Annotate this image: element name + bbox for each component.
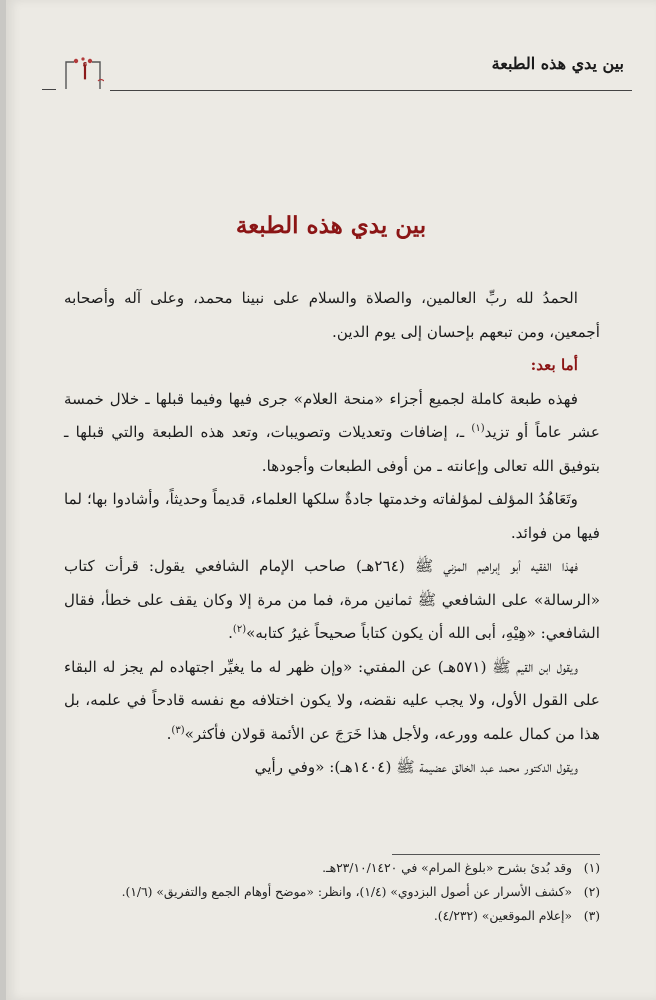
footnote-number: (٢)	[583, 885, 600, 899]
paragraph-text: .	[228, 624, 233, 642]
lead-in-text: أما بعد:	[530, 356, 578, 374]
footnote-ref[interactable]: (١)	[471, 422, 485, 434]
paragraph: الحمدُ لله ربِّ العالمين، والصلاة والسلام على نبينا محمد، وعلى آله وأصحابه أجمعين، ومن تبعهم بإحسان إلى يوم الدين.	[64, 289, 600, 341]
footnote	[56, 856, 600, 880]
running-title: بين يدي هذه الطبعة	[491, 54, 624, 73]
footnote-text: «كشف الأسرار عن أصول البزدوي» (١/٤)، وانظر: «موضح أوهام الجمع والتفريق» (١/٦).	[121, 885, 572, 899]
footnotes	[56, 856, 600, 928]
paragraph-text: ويقول ابن القيم ﷺ (٥٧١هـ) عن المفتي: «وإن ظهر له ما يغيِّر اجتهاده لم يجز له البقاء على القول الأول، ولا يجب عليه نقضه، ولا يكون اختلافه مع نفسه قادحاً في علمه، بل هذا من كمال علمه وورعه، ولأجل هذا خَرَجَ عن الأئمة قولان فأكثر»	[64, 657, 600, 743]
page-number: أ	[82, 64, 88, 84]
paragraph	[64, 550, 600, 651]
paragraph-text: فهذا الفقيه أبو إبراهيم المزني ﷺ (٢٦٤هـ) صاحب الإمام الشافعي يقول: قرأت كتاب «الرسالة» على الشافعي ﷺ ثمانين مرة، فما من مرة إلا وكان يقف على خطأ، فقال الشافعي: «هِيْهِ، أبى الله أن يكون كتاباً صحيحاً غيرُ كتابه»	[64, 557, 600, 642]
paragraph-text: ـ، إضافات وتعديلات وتصويبات، وتعد هذه الطبعة والتي قبلها ـ بتوفيق الله تعالى وإعانته ـ من أوفى الطبعات وأجودها.	[64, 423, 600, 475]
footnote-rule	[392, 854, 600, 855]
footnote-text: وقد بُدئ بشرح «بلوغ المرام» في ٢٣/١٠/١٤٢٠هـ.	[322, 861, 572, 875]
paragraph-lead-in	[64, 349, 600, 383]
paragraph: ويقول الدكتور محمد عبد الخالق عضيمة ﷺ (١٤٠٤هـ): «وفي رأيي	[254, 758, 578, 776]
footnote-number: (١)	[583, 861, 600, 875]
footnote-ref[interactable]: (٢)	[232, 623, 247, 635]
header-rule	[110, 90, 632, 91]
footnote-text: «إعلام الموقعين» (٤/٢٣٢).	[433, 909, 572, 923]
footnote-number: (٣)	[583, 909, 600, 923]
running-header	[42, 48, 632, 100]
paragraph-text: فهذه طبعة كاملة لجميع أجزاء «منحة العلام» جرى فيها وفيما قبلها ـ خلال خمسة عشر عاماً أو تزيد	[64, 389, 600, 441]
footnote	[56, 904, 600, 928]
header-rule-end	[42, 89, 56, 90]
body-text	[64, 282, 600, 785]
paragraph: وتَعَاهُدُ المؤلف لمؤلفاته وخدمتها جادةٌ سلكها العلماء، قديماً وحديثاً، وأشادوا بها؛ لما فيها من فوائد.	[64, 490, 600, 542]
book-page	[6, 0, 656, 1000]
footnote	[56, 880, 600, 904]
chapter-title: بين يدي هذه الطبعة	[235, 212, 427, 239]
paragraph-text: .	[166, 724, 172, 743]
footnote-ref[interactable]: (٣)	[171, 724, 185, 736]
page-number-frame	[62, 56, 104, 90]
paragraph	[64, 383, 600, 484]
paragraph	[64, 651, 600, 752]
